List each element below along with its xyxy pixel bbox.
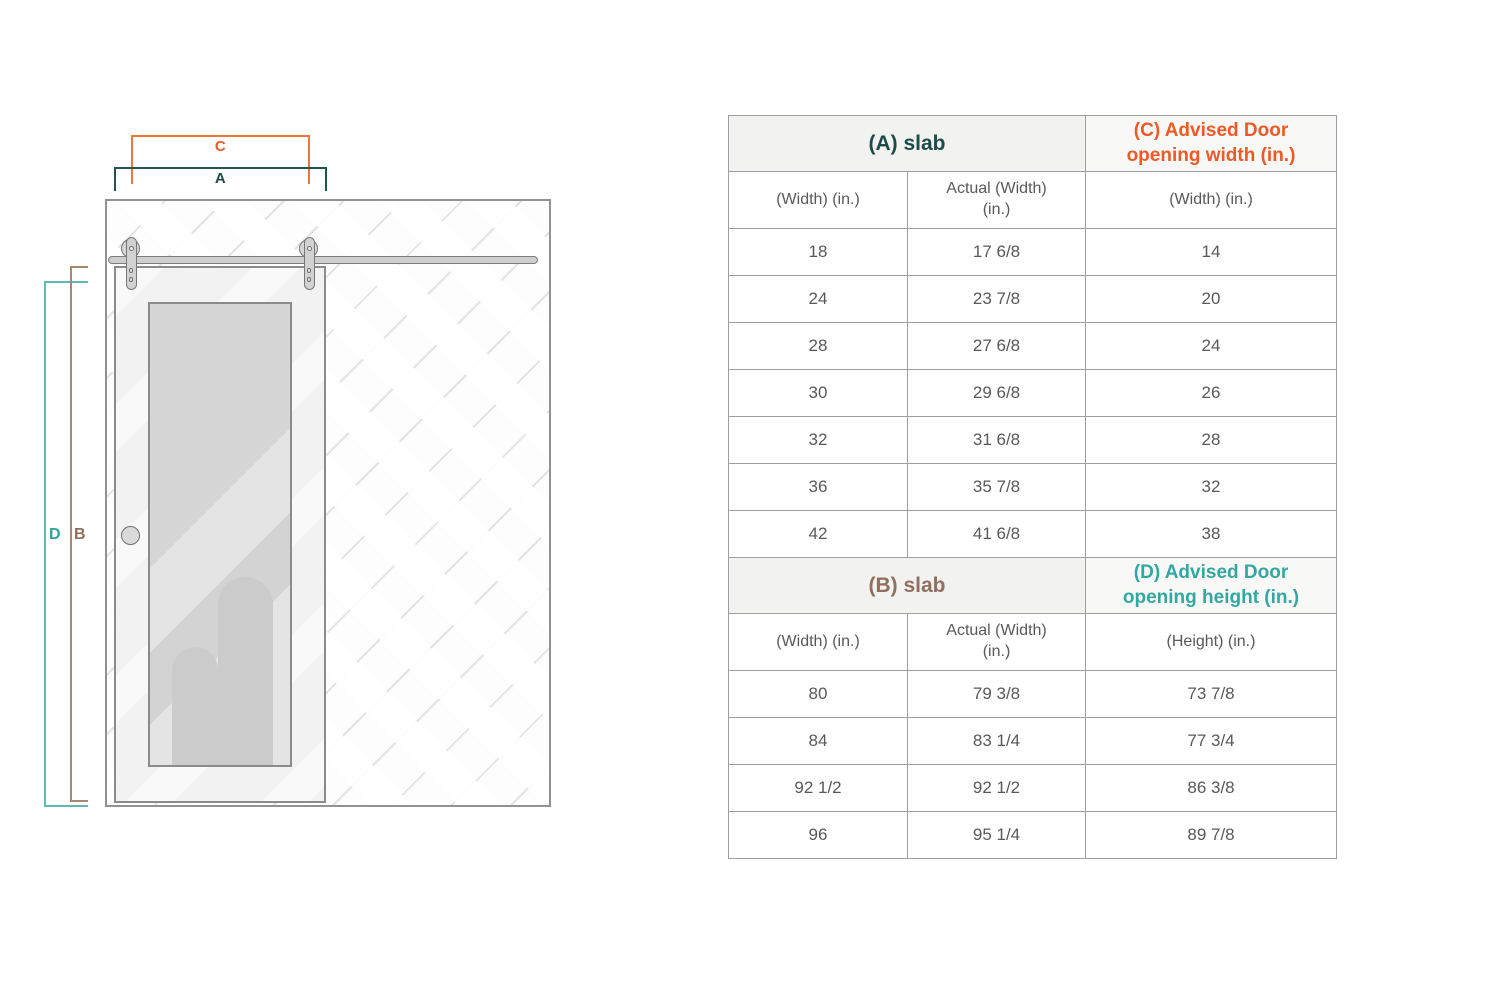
cell-advised-width: 28 [1086, 417, 1337, 464]
cell-actual-width: 17 6/8 [908, 229, 1086, 276]
cell-width: 18 [729, 229, 908, 276]
cell-width: 96 [729, 812, 908, 859]
cell-advised-width: 32 [1086, 464, 1337, 511]
column-header: Actual (Width) (in.) [908, 614, 1086, 671]
door-handle [121, 526, 140, 545]
section-d-header: (D) Advised Door opening height (in.) [1086, 558, 1337, 614]
sliding-track-rail [108, 256, 538, 264]
table-row [729, 812, 1337, 859]
screw-icon [129, 268, 134, 273]
cell-actual-width: 29 6/8 [908, 370, 1086, 417]
roller-hanger [299, 237, 319, 291]
wheel-hub-icon [129, 246, 134, 251]
cell-actual-width: 41 6/8 [908, 511, 1086, 558]
cell-advised-width: 14 [1086, 229, 1337, 276]
table-row [729, 417, 1337, 464]
table-row [729, 718, 1337, 765]
section-a-header: (A) slab [729, 116, 1086, 172]
screw-icon [307, 277, 312, 282]
table-row [729, 671, 1337, 718]
table-row [729, 511, 1337, 558]
cell-actual-width: 83 1/4 [908, 718, 1086, 765]
column-header: Actual (Width) (in.) [908, 172, 1086, 229]
column-header: (Width) (in.) [1086, 172, 1337, 229]
cell-width: 36 [729, 464, 908, 511]
dimension-bracket-a [114, 167, 327, 191]
column-header: (Width) (in.) [729, 172, 908, 229]
hanger-strap [304, 237, 315, 290]
section-c-header: (C) Advised Door opening width (in.) [1086, 116, 1337, 172]
table-row [729, 765, 1337, 812]
roller-hanger [121, 237, 141, 291]
glass-panel [148, 302, 292, 767]
cell-actual-width: 79 3/8 [908, 671, 1086, 718]
cell-advised-height: 77 3/4 [1086, 718, 1337, 765]
screw-icon [129, 277, 134, 282]
glass-reflection-arch [218, 577, 273, 767]
dimension-label-c: C [214, 138, 227, 155]
cell-actual-width: 92 1/2 [908, 765, 1086, 812]
dimension-label-d: D [49, 526, 61, 543]
door-size-table [728, 115, 1337, 859]
hanger-strap [126, 237, 137, 290]
cell-actual-width: 31 6/8 [908, 417, 1086, 464]
glass-reflection-arch [172, 647, 218, 767]
cell-advised-width: 38 [1086, 511, 1337, 558]
section-b-header: (B) slab [729, 558, 1086, 614]
cell-advised-width: 20 [1086, 276, 1337, 323]
screw-icon [307, 268, 312, 273]
cell-width: 92 1/2 [729, 765, 908, 812]
table-row [729, 464, 1337, 511]
dimension-label-a: A [214, 170, 227, 187]
cell-width: 32 [729, 417, 908, 464]
cell-actual-width: 35 7/8 [908, 464, 1086, 511]
cell-advised-width: 26 [1086, 370, 1337, 417]
cell-advised-height: 86 3/8 [1086, 765, 1337, 812]
cell-actual-width: 27 6/8 [908, 323, 1086, 370]
table-row [729, 323, 1337, 370]
cell-actual-width: 23 7/8 [908, 276, 1086, 323]
cell-width: 24 [729, 276, 908, 323]
column-header: (Height) (in.) [1086, 614, 1337, 671]
table-row [729, 370, 1337, 417]
dimension-label-b: B [74, 526, 86, 543]
cell-actual-width: 95 1/4 [908, 812, 1086, 859]
cell-advised-height: 89 7/8 [1086, 812, 1337, 859]
table-row [729, 229, 1337, 276]
cell-width: 28 [729, 323, 908, 370]
cell-width: 42 [729, 511, 908, 558]
column-header: (Width) (in.) [729, 614, 908, 671]
cell-advised-width: 24 [1086, 323, 1337, 370]
table-row [729, 276, 1337, 323]
cell-advised-height: 73 7/8 [1086, 671, 1337, 718]
cell-width: 80 [729, 671, 908, 718]
cell-width: 30 [729, 370, 908, 417]
cell-width: 84 [729, 718, 908, 765]
wheel-hub-icon [307, 246, 312, 251]
